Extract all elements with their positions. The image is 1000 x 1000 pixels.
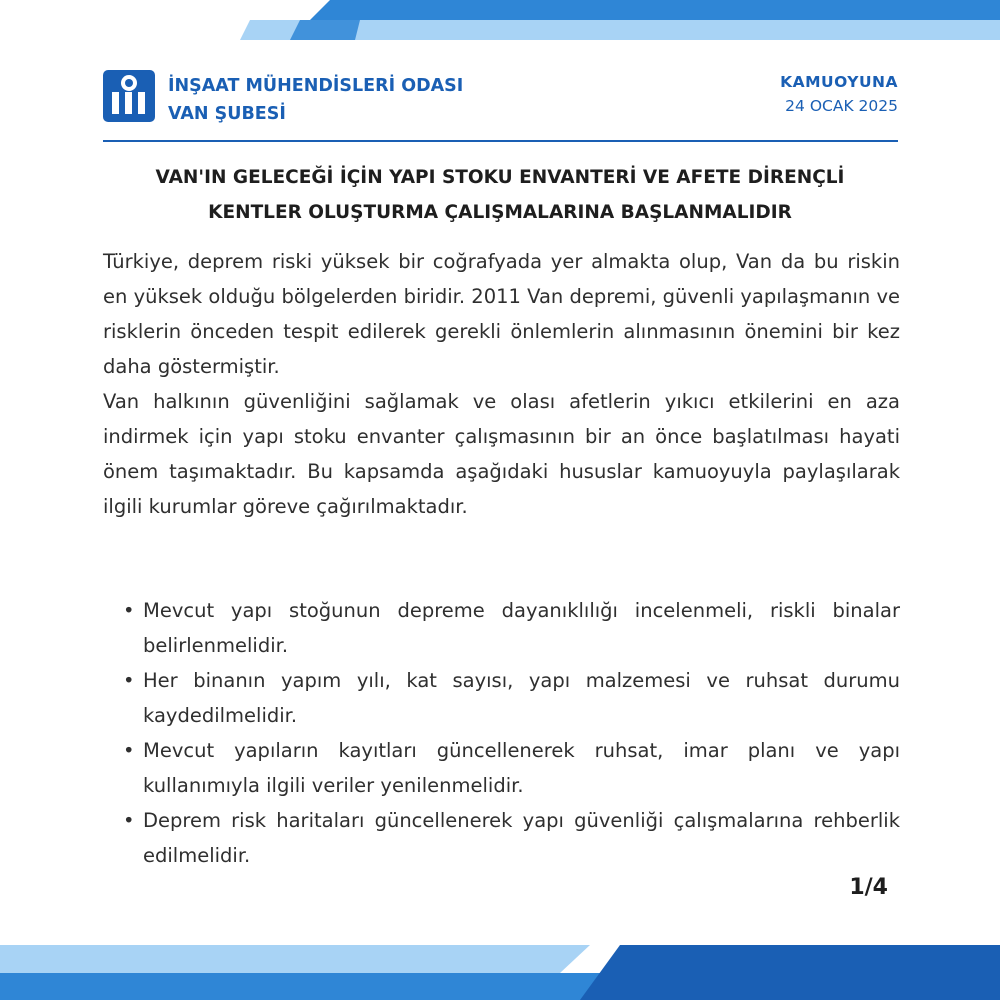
bullet-icon: • (123, 739, 135, 762)
bullet-icon: • (123, 599, 135, 622)
list-item (123, 803, 900, 873)
header-meta (780, 70, 898, 118)
list-item (123, 663, 900, 733)
announcement-label: KAMUOYUNA (780, 73, 898, 91)
paragraph-1: Türkiye, deprem riski yüksek bir coğrafyada yer almakta olup, Van da bu riskin en yüksek olduğu bölgelerden biridir. 2011 Van depremi, güvenli yapılaşmanın ve risklerin önceden tespit edilerek gerekli önlemlerin alınmasının önemini bir kez daha göstermiştir. (103, 250, 900, 378)
list-item-text: Mevcut yapı stoğunun depreme dayanıklılığı incelenmeli, riskli binalar belirlenmelidir. (143, 599, 900, 657)
organization-name (168, 72, 463, 128)
paragraph-2: Van halkının güvenliğini sağlamak ve olası afetlerin yıkıcı etkilerini en aza indirmek için yapı stoku envanter çalışmasının bir an önce başlatılması hayati önem taşımaktadır. Bu kapsamda aşağıdaki hususlar kamuoyuyla paylaşılarak ilgili kurumlar göreve çağırılmaktadır. (103, 390, 900, 518)
document-title (100, 160, 900, 230)
bullet-icon: • (123, 669, 135, 692)
bullet-icon: • (123, 809, 135, 832)
list-item-text: Mevcut yapıların kayıtları güncellenerek ruhsat, imar planı ve yapı kullanımıyla ilgili veriler yenilenmelidir. (143, 739, 900, 797)
list-item (123, 593, 900, 663)
imo-logo-icon (103, 70, 155, 122)
top-decorative-stripes (0, 0, 1000, 40)
title-line2: KENTLER OLUŞTURMA ÇALIŞMALARINA BAŞLANMALIDIR (208, 202, 792, 223)
list-item-text: Her binanın yapım yılı, kat sayısı, yapı malzemesi ve ruhsat durumu kaydedilmelidir. (143, 669, 900, 727)
body-text (103, 244, 900, 524)
list-item-text: Deprem risk haritaları güncellenerek yapı güvenliği çalışmalarına rehberlik edilmelidir. (143, 809, 900, 867)
requirements-list (123, 593, 900, 873)
title-line1: VAN'IN GELECEĞİ İÇİN YAPI STOKU ENVANTERİ VE AFETE DİRENÇLİ (155, 167, 845, 188)
announcement-date: 24 OCAK 2025 (785, 97, 898, 115)
list-item (123, 733, 900, 803)
page-number: 1/4 (849, 875, 888, 900)
organization-name-line1: İNŞAAT MÜHENDİSLERİ ODASI (168, 76, 464, 96)
header-divider (103, 140, 898, 142)
bottom-decorative-stripes (0, 945, 1000, 1000)
organization-name-line2: VAN ŞUBESİ (168, 104, 286, 124)
